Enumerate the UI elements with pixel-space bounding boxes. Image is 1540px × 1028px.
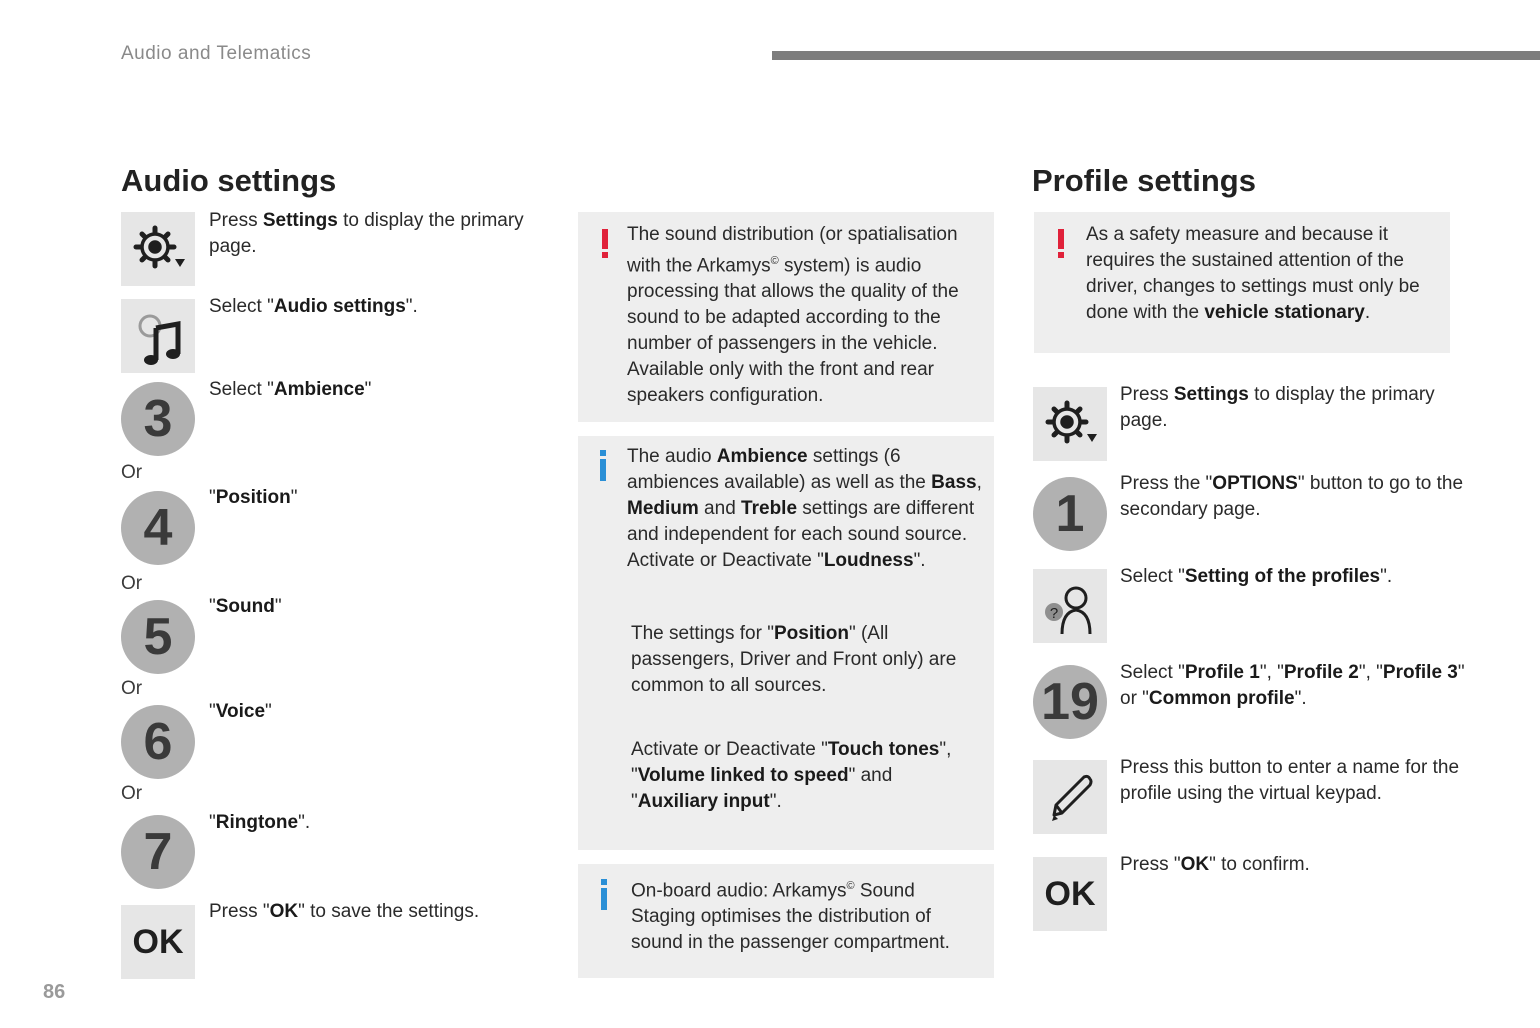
step-number-4-icon: 4 <box>121 491 195 565</box>
audio-step-4-text: "Position" <box>209 487 298 508</box>
step-number-3-icon: 3 <box>121 382 195 456</box>
audio-step-6-text: "Voice" <box>209 701 272 722</box>
profile-step-3-text: Select "Setting of the profiles". <box>1120 566 1393 587</box>
ok-button-icon: OK <box>121 905 195 979</box>
audio-step-5-text: "Sound" <box>209 596 282 617</box>
profile-icon <box>1033 569 1107 643</box>
svg-text:?: ? <box>1049 605 1059 622</box>
profile-step-1-text: Press Settings to display the primary page. <box>1120 384 1435 431</box>
profile-step-5-text: Press this button to enter a name for the profile using the virtual keypad. <box>1120 757 1460 804</box>
step-number-6-icon: 6 <box>121 705 195 779</box>
info-note-touch-tones-text: Activate or Deactivate "Touch tones", "Volume linked to speed" and "Auxiliary input". <box>631 739 952 812</box>
step-number-7-icon: 7 <box>121 815 195 889</box>
profile-warning-text: As a safety measure and because it requires the sustained attention of the driver, changes to settings must only be done with the vehicle stationary. <box>1086 224 1420 323</box>
audio-step-1-text: Press Settings to display the primary page. <box>209 210 524 257</box>
audio-step-3-text: Select "Ambience" <box>209 379 372 400</box>
section-header: Audio and Telematics <box>121 43 312 64</box>
info-note-arkamys-text: On-board audio: Arkamys© Sound Staging optimises the distribution of sound in the passenger compartment. <box>631 880 950 954</box>
info-note-ambience-text: The audio Ambience settings (6 ambiences available) as well as the Bass, Medium and Treble settings are different and independent for each sound source. Activate or Deactivate "Loudness". <box>627 446 982 571</box>
audio-step-7-text: "Ringtone". <box>209 812 311 833</box>
audio-settings-title: Audio settings <box>121 163 337 198</box>
profile-step-2-text: Press the "OPTIONS" button to go to the secondary page. <box>1120 473 1464 520</box>
audio-settings-icon <box>121 299 195 373</box>
info-note-position-text: The settings for "Position" (All passengers, Driver and Front only) are common to all sources. <box>631 623 957 696</box>
ok-button-icon: OK <box>1033 857 1107 931</box>
step-number-19-icon: 19 <box>1033 665 1107 739</box>
info-icon <box>599 879 609 911</box>
warning-note-text: The sound distribution (or spatialisation with the Arkamys© system) is audio processing that allows the quality of the sound to be adapted according to the number of passengers in the vehicle. Available only with the front and rear speakers configuration. <box>627 224 959 407</box>
audio-step-8-text: Press "OK" to save the settings. <box>209 901 480 922</box>
audio-step-2-text: Select "Audio settings". <box>209 296 418 317</box>
or-label: Or <box>121 783 143 804</box>
warning-exclamation-icon <box>1056 229 1066 259</box>
settings-gear-icon <box>121 212 195 286</box>
info-icon <box>598 450 608 482</box>
or-label: Or <box>121 678 143 699</box>
header-bar <box>772 51 1540 60</box>
profile-step-4-text: Select "Profile 1", "Profile 2", "Profile 3" or "Common profile". <box>1120 662 1465 709</box>
pencil-icon <box>1033 760 1107 834</box>
profile-step-6-text: Press "OK" to confirm. <box>1120 854 1310 875</box>
step-number-1-icon: 1 <box>1033 477 1107 551</box>
page-number: 86 <box>43 981 66 1003</box>
step-number-5-icon: 5 <box>121 600 195 674</box>
profile-settings-title: Profile settings <box>1032 163 1256 198</box>
settings-gear-icon <box>1033 387 1107 461</box>
or-label: Or <box>121 573 143 594</box>
or-label: Or <box>121 462 143 483</box>
warning-exclamation-icon <box>600 229 610 259</box>
